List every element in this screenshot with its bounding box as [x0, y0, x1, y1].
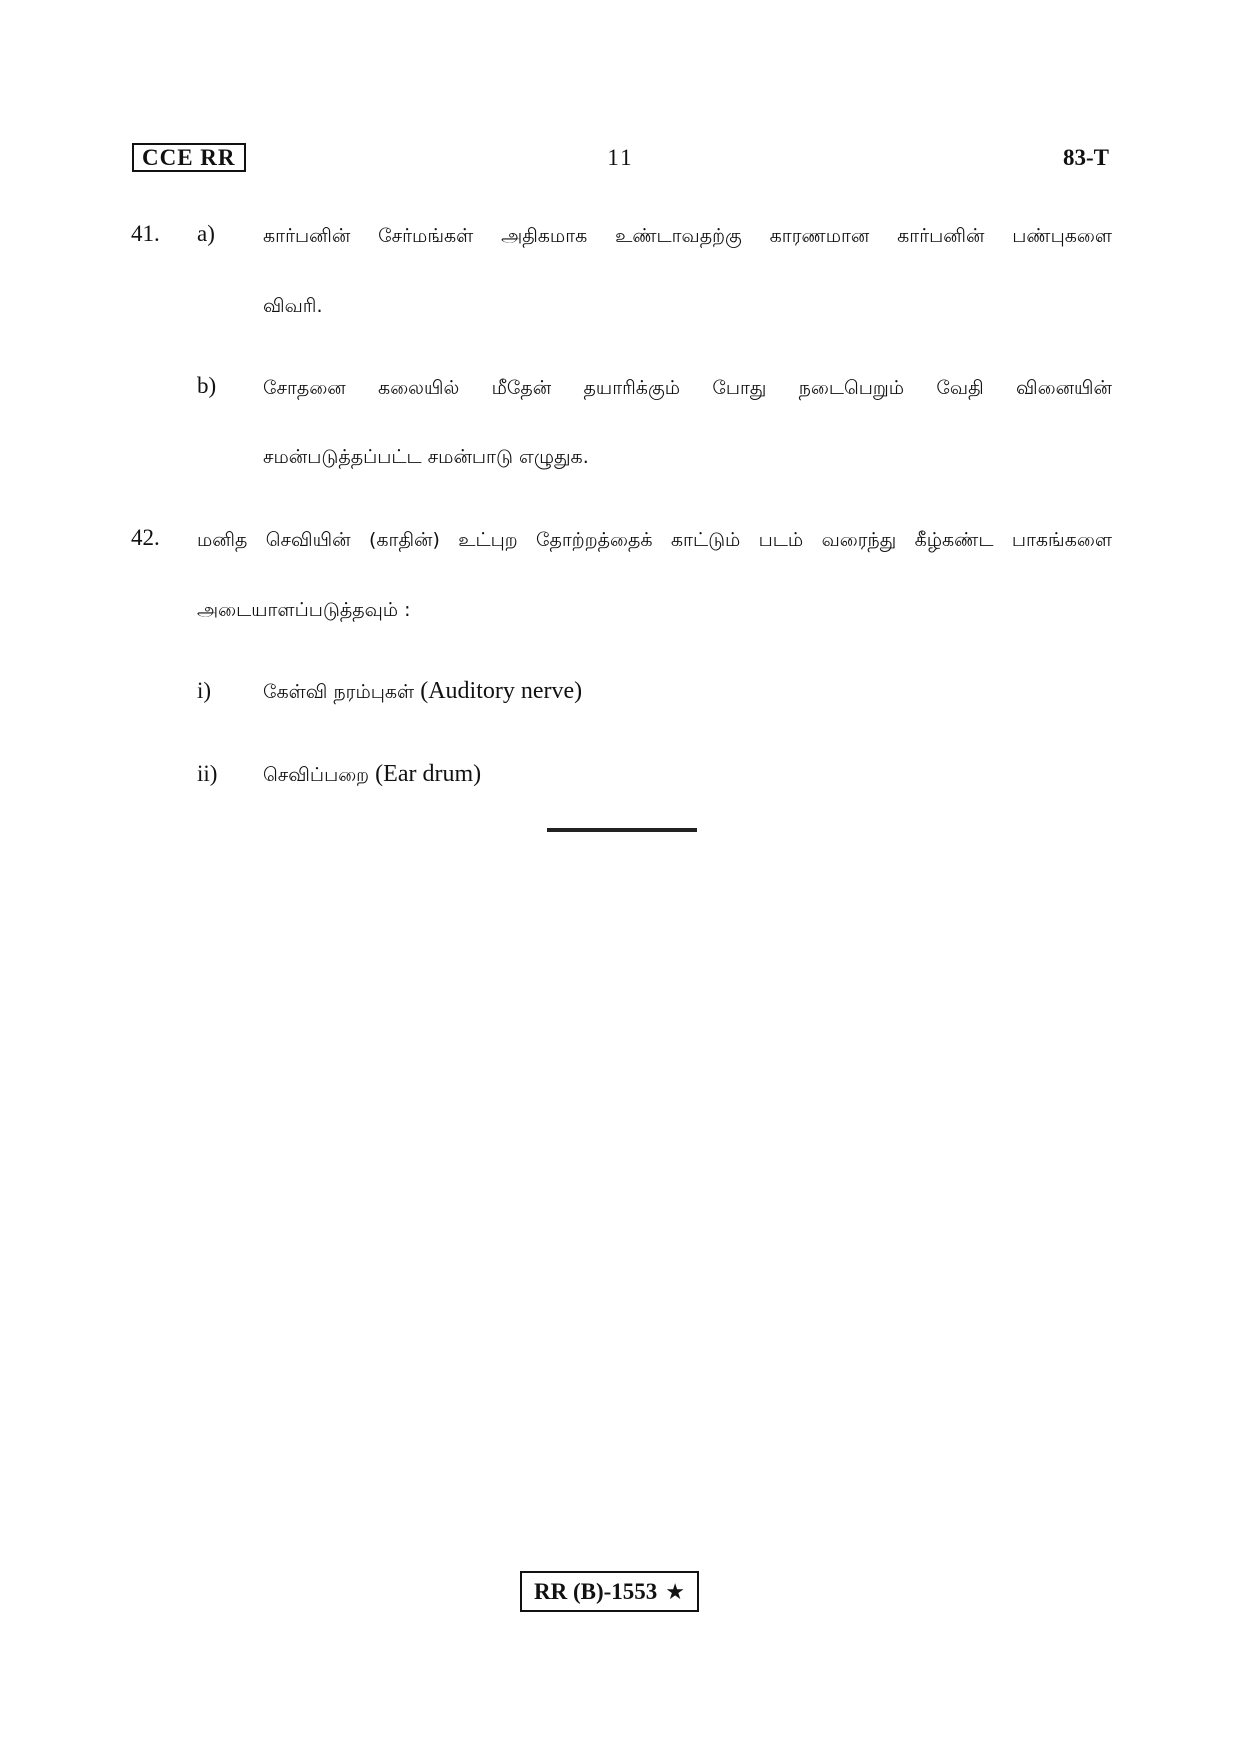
q42-word: தோற்றத்தைக்	[535, 529, 653, 551]
item-ii-english: (Ear drum)	[375, 761, 482, 787]
q42-word: காட்டும்	[670, 529, 741, 551]
q42-word: வரைந்து	[821, 529, 897, 551]
q41b-word: தயாரிக்கும்	[583, 377, 681, 399]
q42-word: உட்புற	[458, 529, 518, 551]
q41a-word: காரணமான	[769, 225, 870, 247]
q41a-word: அதிகமாக	[501, 225, 588, 247]
q41a-word: கார்பனின்	[263, 225, 351, 247]
end-of-page-rule	[547, 828, 697, 832]
q42-word: (காதின்)	[368, 529, 440, 551]
q41a-word: சேர்மங்கள்	[378, 225, 474, 247]
q41b-word: நடைபெறும்	[798, 377, 905, 399]
star-icon: ★	[665, 1580, 686, 1605]
q42-word: செவியின்	[265, 529, 351, 551]
item-i-tamil: கேள்வி நரம்புகள்	[263, 681, 415, 703]
item-label-i: i)	[197, 678, 212, 703]
item-i-english: (Auditory nerve)	[420, 678, 583, 704]
q42-word: கீழ்கண்ட	[914, 529, 994, 551]
question-number-41: 41.	[131, 221, 160, 246]
paper-code: 83-T	[1063, 145, 1109, 170]
q41b-word: மீதேன்	[491, 377, 552, 399]
footer-code-box	[520, 1571, 699, 1612]
item-i-text	[263, 677, 582, 706]
q42-word: படம்	[758, 529, 804, 551]
question-41b-line-2: சமன்படுத்தப்பட்ட சமன்பாடு எழுதுக.	[263, 446, 589, 468]
item-label-ii: ii)	[197, 761, 218, 786]
part-label-41a: a)	[197, 221, 215, 246]
part-label-41b: b)	[197, 373, 217, 398]
q41b-word: சோதனை	[263, 377, 346, 399]
question-41a-line-1	[263, 222, 1112, 250]
header-code: CCE RR	[132, 143, 246, 172]
page-number: 11	[607, 145, 634, 170]
question-42-line-2: அடையாளப்படுத்தவும் :	[197, 599, 411, 621]
q41b-word: வினையின்	[1016, 377, 1112, 399]
q41a-word: உண்டாவதற்கு	[615, 225, 742, 247]
q41b-word: வேதி	[936, 377, 984, 399]
q41a-word: பண்புகளை	[1012, 225, 1112, 247]
question-41a-line-2: விவரி.	[263, 295, 323, 317]
footer-code: RR (B)-1553	[534, 1579, 658, 1604]
item-ii-tamil: செவிப்பறை	[263, 764, 370, 786]
q42-word: பாகங்களை	[1011, 529, 1112, 551]
question-41b-line-1	[263, 374, 1112, 402]
q41b-word: கலையில்	[378, 377, 460, 399]
q41a-word: கார்பனின்	[897, 225, 985, 247]
q41b-word: போது	[712, 377, 767, 399]
question-42-line-1	[197, 526, 1112, 554]
item-ii-text	[263, 760, 481, 789]
q42-word: மனித	[197, 529, 248, 551]
question-number-42: 42.	[131, 525, 160, 550]
